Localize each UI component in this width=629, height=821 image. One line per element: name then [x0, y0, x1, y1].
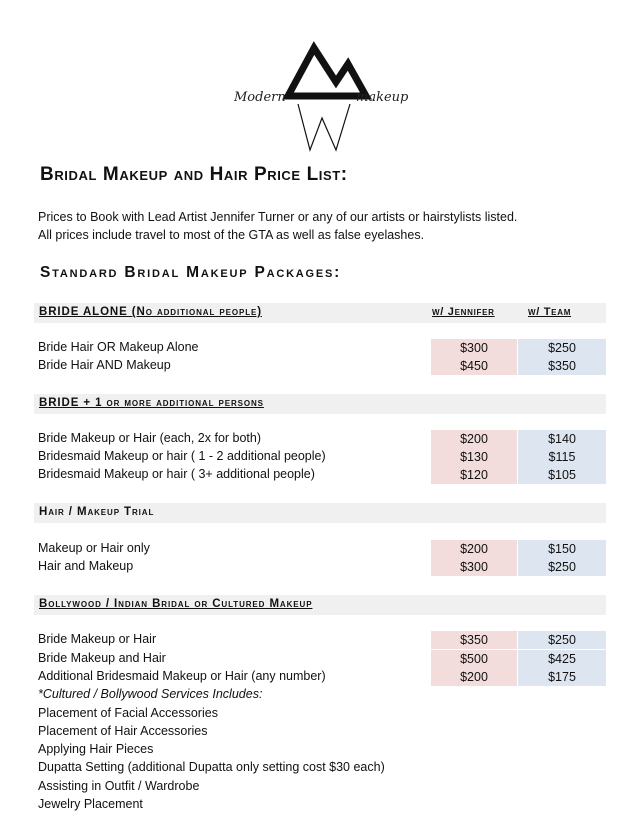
row-label: Makeup or Hair only [38, 541, 150, 555]
section-header-bollywood [34, 595, 606, 615]
price-jennifer: $200 [431, 540, 517, 558]
row-label: Bride Makeup or Hair (each, 2x for both) [38, 431, 262, 445]
logo-word-left: Modern [234, 90, 286, 105]
price-team: $250 [518, 339, 606, 357]
section-header-bride-plus-one [34, 394, 606, 414]
price-jennifer: $500 [431, 650, 517, 668]
service-item: Placement of Hair Accessories [38, 724, 208, 738]
services-heading: *Cultured / Bollywood Services Includes: [38, 687, 263, 701]
col-header-jennifer: w/ Jennifer [432, 306, 495, 318]
row-label: Bride Makeup or Hair [38, 632, 157, 646]
section-title: Hair / Makeup Trial [39, 506, 155, 518]
price-team: $105 [518, 466, 606, 484]
intro-line: Prices to Book with Lead Artist Jennifer Turner or any of our artists or hairstylists listed. [38, 210, 518, 224]
price-jennifer: $130 [431, 448, 517, 466]
price-team: $150 [518, 540, 606, 558]
row-label: Bridesmaid Makeup or hair ( 3+ additional people) [38, 467, 315, 481]
section-header-bride-alone [34, 303, 606, 323]
row-label: Bridesmaid Makeup or hair ( 1 - 2 additional people) [38, 449, 326, 463]
service-item: Dupatta Setting (additional Dupatta only setting cost $30 each) [38, 760, 385, 774]
section-header-trial [34, 503, 606, 523]
row-label: Additional Bridesmaid Makeup or Hair (any number) [38, 669, 326, 683]
price-team: $115 [518, 448, 606, 466]
price-jennifer: $200 [431, 430, 517, 448]
section-title: Bollywood / Indian Bridal or Cultured Makeup [39, 598, 313, 610]
page-title: Bridal Makeup and Hair Price List: [40, 164, 348, 185]
intro-line: All prices include travel to most of the GTA as well as false eyelashes. [38, 228, 425, 242]
price-jennifer: $300 [431, 558, 517, 576]
price-team: $175 [518, 668, 606, 686]
price-team: $140 [518, 430, 606, 448]
row-label: Bride Hair OR Makeup Alone [38, 340, 199, 354]
price-team: $250 [518, 631, 606, 649]
row-label: Hair and Makeup [38, 559, 134, 573]
logo-word-right: makeup [356, 90, 409, 105]
service-item: Jewelry Placement [38, 797, 143, 811]
price-jennifer: $200 [431, 668, 517, 686]
row-label: Bride Makeup and Hair [38, 651, 166, 665]
price-jennifer: $350 [431, 631, 517, 649]
intro-text [38, 208, 517, 244]
price-jennifer: $300 [431, 339, 517, 357]
section-title: BRIDE ALONE (No additional people) [39, 306, 262, 318]
section-title: BRIDE + 1 or more additional persons [39, 397, 264, 409]
price-team: $350 [518, 357, 606, 375]
price-jennifer: $450 [431, 357, 517, 375]
price-jennifer: $120 [431, 466, 517, 484]
price-team: $250 [518, 558, 606, 576]
brand-logo [226, 38, 416, 156]
service-item: Applying Hair Pieces [38, 742, 154, 756]
col-header-team: w/ Team [528, 306, 572, 318]
packages-heading: Standard Bridal Makeup Packages: [40, 264, 342, 281]
service-item: Assisting in Outfit / Wardrobe [38, 779, 200, 793]
row-label: Bride Hair AND Makeup [38, 358, 171, 372]
price-team: $425 [518, 650, 606, 668]
service-item: Placement of Facial Accessories [38, 706, 218, 720]
